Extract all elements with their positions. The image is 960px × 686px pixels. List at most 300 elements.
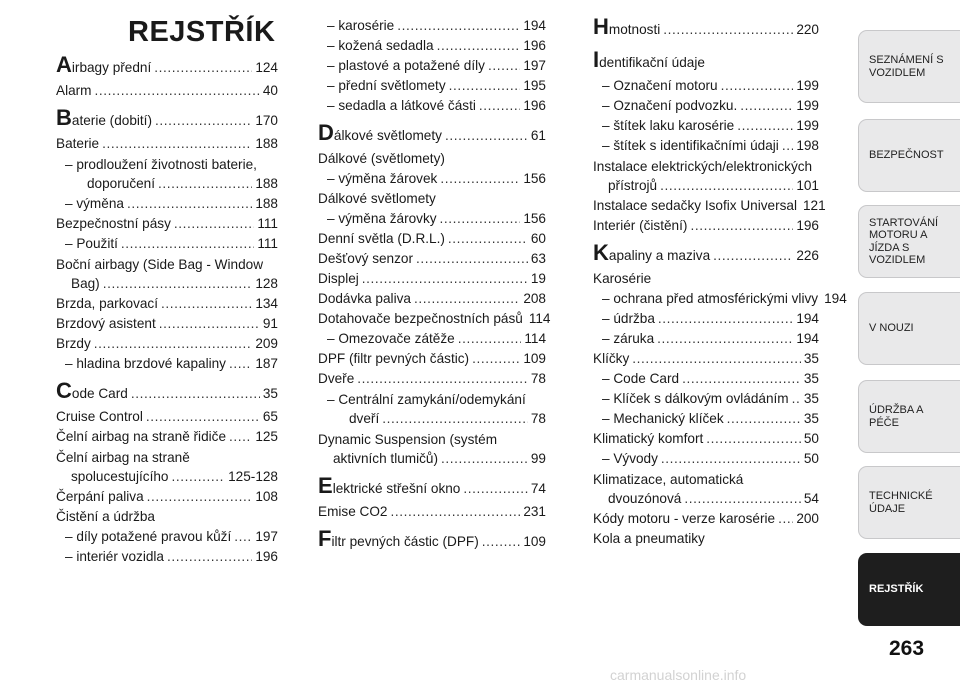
page-ref: 197 (523, 58, 546, 73)
entry-text: – sedadla a látkové části (327, 98, 476, 113)
entry-text: DPF (filtr pevných částic) (318, 351, 470, 366)
leader-dots (706, 429, 801, 449)
index-entry (56, 449, 278, 487)
index-entry (593, 289, 847, 309)
entry-text: spolucestujícího (71, 469, 169, 484)
entry-text: Interiér (čistění) (593, 218, 688, 233)
page-ref: 156 (523, 211, 546, 226)
index-entry (593, 76, 819, 96)
entry-text: dentifikační údaje (599, 55, 705, 70)
page-ref: 156 (523, 171, 546, 186)
entry-continuation (318, 409, 546, 429)
leader-dots (690, 216, 793, 236)
index-entry (318, 56, 546, 76)
entry-text: – plastové a potažené díly (327, 58, 485, 73)
leader-dots (482, 529, 521, 555)
leader-dots (362, 269, 528, 289)
page-ref: 108 (255, 489, 278, 504)
entry-text: – údržba (602, 311, 655, 326)
tab-label: STARTOVÁNÍ MOTORU A JÍZDA S VOZIDLEM (869, 216, 939, 266)
page-ref: 60 (530, 231, 546, 246)
index-entry (56, 234, 278, 254)
letter-initial: K (593, 240, 609, 265)
page-ref: 99 (530, 451, 546, 466)
entry-text: – štítek laku karosérie (602, 118, 735, 133)
page-ref: 114 (528, 311, 551, 326)
tab-label: V NOUZI (869, 322, 914, 335)
leader-dots (479, 96, 520, 116)
leader-dots (234, 527, 252, 547)
page-ref: 196 (255, 549, 278, 564)
index-entry (318, 502, 546, 522)
page-ref: 195 (523, 78, 546, 93)
leader-dots (437, 36, 521, 56)
tab-startovani[interactable] (858, 205, 960, 278)
entry-continuation (593, 176, 819, 196)
leader-dots (127, 194, 252, 214)
index-entry (56, 156, 278, 194)
entry-text: Dodávka paliva (318, 291, 411, 306)
entry-text: Čelní airbag na straně (56, 450, 190, 465)
leader-dots (792, 389, 801, 409)
index-entry (56, 194, 278, 214)
entry-text: – Code Card (602, 371, 680, 386)
leader-dots (147, 487, 253, 507)
index-entry (593, 216, 819, 236)
entry-continuation (318, 449, 546, 469)
index-heading: Kola a pneumatiky (593, 531, 705, 546)
entry-text: – Omezovače zátěže (327, 331, 455, 346)
entry-text: Bezpečnostní pásy (56, 216, 171, 231)
page-ref: 91 (262, 316, 278, 331)
entry-text: – Vývody (602, 451, 658, 466)
index-heading: Dálkové světlomety (318, 191, 436, 206)
tab-label: BEZPEČNOST (869, 149, 944, 162)
leader-dots (161, 294, 252, 314)
entry-text: – Klíček s dálkovým ovládáním (602, 391, 789, 406)
page-ref: 109 (523, 351, 546, 366)
page-ref: 226 (796, 248, 819, 263)
leader-dots (357, 369, 528, 389)
leader-dots (658, 309, 793, 329)
entry-text: Denní světla (D.R.L.) (318, 231, 445, 246)
entry-text: Dešťový senzor (318, 251, 414, 266)
index-entry (318, 209, 546, 229)
leader-dots (229, 427, 252, 447)
index-entry (318, 431, 546, 469)
index-entry (318, 36, 546, 56)
page-ref: 50 (803, 431, 819, 446)
index-entry (593, 429, 819, 449)
letter-initial: A (56, 52, 72, 77)
leader-dots (449, 76, 521, 96)
entry-text: – interiér vozidla (65, 549, 164, 564)
entry-label (56, 54, 151, 81)
index-entry (593, 509, 819, 529)
entry-continuation (56, 174, 278, 194)
letter-entry (318, 528, 546, 555)
leader-dots (441, 449, 528, 469)
index-entry (56, 81, 278, 101)
leader-dots (445, 123, 528, 149)
leader-dots (727, 409, 801, 429)
entry-text: přístrojů (608, 178, 658, 193)
page-ref: 188 (255, 136, 278, 151)
page-ref: 231 (523, 504, 546, 519)
entry-text: Čelní airbag na straně řidiče (56, 429, 227, 444)
leader-dots (440, 209, 521, 229)
entry-text: Cruise Control (56, 409, 143, 424)
entry-text: apaliny a maziva (608, 248, 711, 263)
entry-text: aktivních tlumičů) (333, 451, 439, 466)
entry-text: – kožená sedadla (327, 38, 434, 53)
entry-text: – Použití (65, 236, 118, 251)
leader-dots (440, 169, 520, 189)
index-entry (56, 527, 278, 547)
page-ref: 111 (257, 236, 278, 251)
letter-entry (56, 107, 278, 134)
entry-text: – Centrální zamykání/odemykání (327, 392, 526, 407)
entry-label (318, 528, 479, 555)
leader-dots (121, 234, 254, 254)
leader-dots (682, 369, 801, 389)
page-ref: 170 (255, 113, 278, 128)
index-heading: Čistění a údržba (56, 509, 155, 524)
index-entry (56, 134, 278, 154)
entry-text: – Mechanický klíček (602, 411, 724, 426)
index-heading: Dálkové (světlomety) (318, 151, 445, 166)
leader-dots (158, 174, 252, 194)
page-ref: 134 (255, 296, 278, 311)
page-ref: 187 (255, 356, 278, 371)
leader-dots (155, 108, 252, 134)
entry-continuation (593, 489, 819, 509)
tab-bezpecnost[interactable] (858, 119, 960, 192)
leader-dots (95, 81, 260, 101)
letter-initial: I (593, 47, 600, 72)
page-ref: 194 (796, 331, 819, 346)
index-entry (56, 407, 278, 427)
entry-label (56, 107, 152, 134)
entry-text: Brzdový asistent (56, 316, 156, 331)
leader-dots (131, 381, 260, 407)
page-ref: 124 (255, 60, 278, 75)
leader-dots (782, 136, 794, 156)
leader-dots (397, 16, 520, 36)
page-title: REJSTŘÍK (128, 16, 276, 48)
entry-text: – prodloužení životnosti baterie, (65, 157, 257, 172)
page-ref: 50 (803, 451, 819, 466)
index-column-1 (56, 54, 278, 567)
leader-dots (167, 547, 252, 567)
entry-text: Dynamic Suspension (systém (318, 432, 498, 447)
letter-entry (593, 16, 819, 43)
letter-entry (318, 122, 546, 149)
index-column-3 (593, 14, 847, 549)
leader-dots (102, 134, 252, 154)
entry-text: Klimatizace, automatická (593, 472, 744, 487)
tab-udrzba[interactable] (858, 380, 960, 453)
index-entry (318, 391, 546, 429)
index-entry (593, 158, 819, 196)
letter-entry (593, 242, 819, 269)
index-entry (593, 449, 819, 469)
leader-dots (663, 17, 793, 43)
entry-text: motnosti (608, 22, 661, 37)
entry-text: – výměna žárovky (327, 211, 437, 226)
index-entry (56, 294, 278, 314)
index-entry (318, 229, 546, 249)
page-ref: 35 (803, 411, 819, 426)
entry-text: ode Card (71, 386, 128, 401)
page-ref: 35 (803, 351, 819, 366)
leader-dots (778, 509, 793, 529)
page-ref: 188 (255, 196, 278, 211)
leader-dots (382, 409, 528, 429)
page-ref: 208 (523, 291, 546, 306)
leader-dots (414, 289, 520, 309)
letter-initial: F (318, 526, 332, 551)
entry-text: Instalace elektrických/elektronických (593, 159, 813, 174)
index-entry (593, 309, 819, 329)
entry-label (318, 475, 460, 502)
leader-dots (416, 249, 528, 269)
leader-dots (657, 329, 793, 349)
leader-dots (661, 449, 801, 469)
leader-dots (94, 334, 253, 354)
entry-text: Brzda, parkovací (56, 296, 158, 311)
page-ref: 63 (530, 251, 546, 266)
leader-dots (488, 56, 520, 76)
entry-text: Brzdy (56, 336, 91, 351)
index-entry (318, 96, 546, 116)
letter-initial: B (56, 105, 72, 130)
leader-dots (472, 349, 520, 369)
page-ref: 101 (796, 178, 819, 193)
page-ref: 197 (255, 529, 278, 544)
page-ref: 111 (257, 216, 278, 231)
page-ref: 196 (796, 218, 819, 233)
page-ref: 194 (796, 311, 819, 326)
page-ref: 19 (530, 271, 546, 286)
page-ref: 128 (255, 276, 278, 291)
tab-label: ÚDRŽBA A PÉČE (869, 404, 923, 429)
entry-label (56, 380, 128, 407)
entry-text: – karosérie (327, 18, 395, 33)
leader-dots (684, 489, 801, 509)
tab-label: SEZNÁMENÍ S VOZIDLEM (869, 54, 944, 79)
section-tabs (858, 0, 960, 686)
page-ref: 121 (803, 198, 826, 213)
entry-text: Čerpání paliva (56, 489, 144, 504)
index-entry (318, 249, 546, 269)
page-ref: 35 (803, 391, 819, 406)
index-entry (318, 369, 546, 389)
entry-text: aterie (dobití) (71, 113, 152, 128)
entry-text: Klíčky (593, 351, 630, 366)
index-entry (593, 409, 819, 429)
page-ref: 196 (523, 98, 546, 113)
leader-dots (632, 349, 801, 369)
letter-initial: C (56, 378, 72, 403)
entry-text: Emise CO2 (318, 504, 388, 519)
page-ref: 200 (796, 511, 819, 526)
index-entry (593, 116, 819, 136)
index-entry (593, 196, 826, 216)
index-column-2 (318, 16, 551, 555)
leader-dots (103, 274, 253, 294)
tab-rejstrik[interactable] (858, 553, 960, 626)
index-entry (56, 547, 278, 567)
index-entry (318, 349, 546, 369)
entry-text: dveří (349, 411, 380, 426)
entry-label (593, 49, 705, 76)
leader-dots (391, 502, 521, 522)
index-entry (318, 329, 546, 349)
entry-label (593, 242, 710, 269)
letter-initial: H (593, 14, 609, 39)
entry-text: Klimatický komfort (593, 431, 704, 446)
index-entry (56, 214, 278, 234)
page-ref: 198 (796, 138, 819, 153)
entry-text: – záruka (602, 331, 655, 346)
index-entry (318, 289, 546, 309)
page-ref: 188 (255, 176, 278, 191)
leader-dots (463, 476, 528, 502)
leader-dots (154, 55, 252, 81)
entry-continuation (56, 274, 278, 294)
entry-text: doporučení (87, 176, 156, 191)
page-number: 263 (889, 637, 925, 660)
page-ref: 194 (523, 18, 546, 33)
index-entry (56, 334, 278, 354)
index-entry (593, 349, 819, 369)
leader-dots (737, 116, 793, 136)
entry-text: lektrické střešní okno (332, 481, 461, 496)
letter-initial: E (318, 473, 333, 498)
index-entry (56, 256, 278, 294)
page-ref: 40 (262, 83, 278, 98)
leader-dots (660, 176, 793, 196)
page-ref: 199 (796, 98, 819, 113)
entry-text: – štítek s identifikačními údaji (602, 138, 779, 153)
leader-dots (448, 229, 528, 249)
page-ref: 78 (530, 411, 546, 426)
index-entry (318, 16, 546, 36)
entry-text: Displej (318, 271, 359, 286)
page-ref: 35 (803, 371, 819, 386)
entry-text: – Označení podvozku. (602, 98, 738, 113)
page-ref: 125 (255, 429, 278, 444)
entry-text: Kódy motoru - verze karosérie (593, 511, 776, 526)
page-ref: 54 (803, 491, 819, 506)
entry-text: – ochrana před atmosférickými vlivy (602, 291, 819, 306)
index-entry (318, 309, 551, 329)
entry-text: álkové světlomety (333, 128, 442, 143)
index-entry (56, 487, 278, 507)
entry-text: – přední světlomety (327, 78, 446, 93)
index-entry (318, 169, 546, 189)
page-ref: 61 (530, 128, 546, 143)
index-heading: Karosérie (593, 271, 652, 286)
page-ref: 199 (796, 78, 819, 93)
entry-text: Bag) (71, 276, 100, 291)
page-ref: 199 (796, 118, 819, 133)
entry-continuation (56, 467, 278, 487)
watermark: carmanualsonline.info (610, 667, 747, 683)
index-entry (593, 136, 819, 156)
letter-entry (56, 380, 278, 407)
leader-dots (171, 467, 225, 487)
entry-text: Dveře (318, 371, 355, 386)
leader-dots (721, 76, 794, 96)
tab-v-nouzi[interactable] (858, 292, 960, 365)
entry-text: – Označení motoru (602, 78, 718, 93)
page-ref: 125-128 (228, 469, 278, 484)
leader-dots (229, 354, 252, 374)
index-entry (593, 471, 819, 509)
entry-text: iltr pevných částic (DPF) (331, 534, 479, 549)
letter-initial: D (318, 120, 334, 145)
entry-text: – hladina brzdové kapaliny (65, 356, 226, 371)
tab-seznameni[interactable] (858, 30, 960, 103)
entry-text: Dotahovače bezpečnostních pásů (318, 311, 523, 326)
leader-dots (146, 407, 260, 427)
entry-text: Instalace sedačky Isofix Universal (593, 198, 797, 213)
entry-text: dvouzónová (608, 491, 682, 506)
letter-entry (56, 54, 278, 81)
tab-technicke-udaje[interactable] (858, 466, 960, 539)
letter-entry (593, 49, 819, 76)
page-ref: 194 (824, 291, 847, 306)
index-entry (593, 96, 819, 116)
page-ref: 114 (524, 331, 546, 346)
index-entry (318, 76, 546, 96)
page-ref: 65 (262, 409, 278, 424)
entry-text: – výměna žárovek (327, 171, 438, 186)
page-ref: 35 (262, 386, 278, 401)
leader-dots (740, 96, 793, 116)
entry-label (593, 16, 660, 43)
index-entry (56, 354, 278, 374)
index-entry (593, 329, 819, 349)
tab-label: REJSTŘÍK (869, 583, 924, 596)
index-entry (56, 427, 278, 447)
index-entry (56, 314, 278, 334)
entry-text: Boční airbagy (Side Bag - Window (56, 257, 264, 272)
entry-text: Baterie (56, 136, 100, 151)
entry-text: Alarm (56, 83, 92, 98)
letter-entry (318, 475, 546, 502)
leader-dots (458, 329, 522, 349)
entry-text: – díly potažené pravou kůží (65, 529, 232, 544)
entry-text: irbagy přední (71, 60, 152, 75)
page-ref: 209 (255, 336, 278, 351)
tab-label: TECHNICKÉ ÚDAJE (869, 490, 933, 515)
page-ref: 196 (523, 38, 546, 53)
page-ref: 220 (796, 22, 819, 37)
entry-label (318, 122, 442, 149)
page-ref: 74 (530, 481, 546, 496)
index-entry (593, 369, 819, 389)
index-entry (593, 389, 819, 409)
leader-dots (159, 314, 260, 334)
leader-dots (713, 243, 793, 269)
entry-text: – výměna (65, 196, 124, 211)
page-ref: 78 (530, 371, 546, 386)
index-entry (318, 269, 546, 289)
leader-dots (174, 214, 254, 234)
